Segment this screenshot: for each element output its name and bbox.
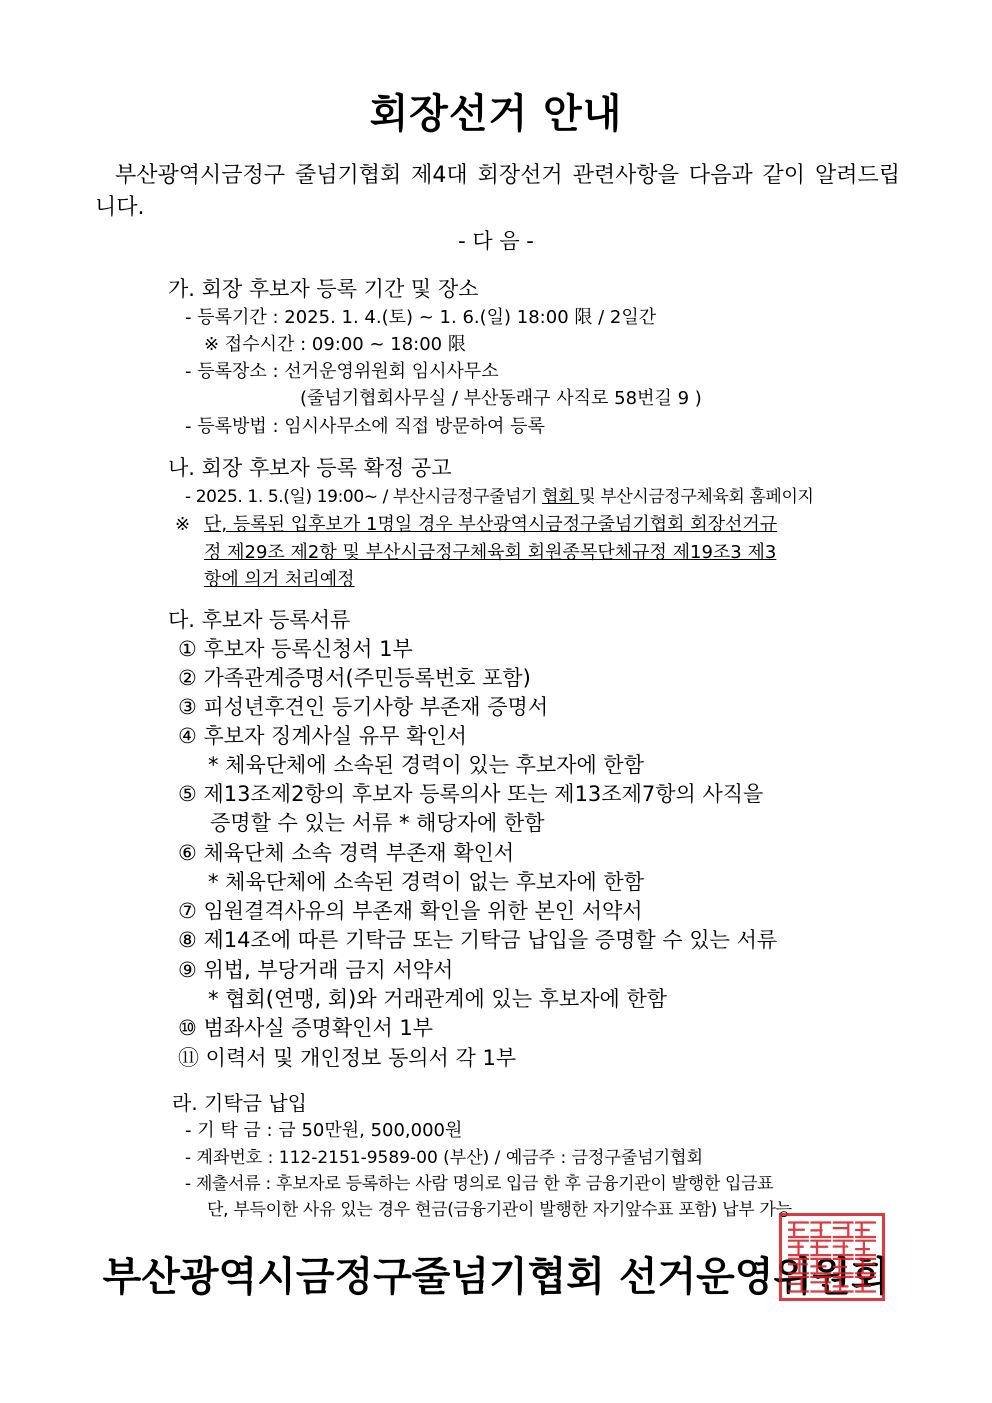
seal-glyph-stroke (834, 1277, 853, 1291)
doc-item: ⑨ 위법, 부당거래 금지 서약서 (178, 958, 454, 982)
notice-part-c: 및 부산시금정구체육회 홈페이지 (579, 487, 814, 507)
notice-part-a: - 2025. 1. 5.(일) 19:00~ / 부산시금정구줄넘기 (185, 487, 543, 507)
seal-glyph-stroke (812, 1223, 831, 1237)
doc-item: ④ 후보자 징계사실 유무 확인서 (178, 724, 467, 748)
seal-glyph-stroke (789, 1223, 808, 1237)
section-ra-heading: 라. 기탁금 납입 (172, 1091, 307, 1115)
doc-item: ⑥ 체육단체 소속 경력 부존재 확인서 (178, 841, 515, 865)
doc-item: ① 후보자 등록신청서 1부 (178, 637, 413, 661)
seal-glyph-stroke (812, 1277, 831, 1291)
note-line-3: 항에 의거 처리예정 (204, 569, 355, 590)
seal-glyph-stroke (856, 1223, 875, 1237)
seal-glyph-stroke (856, 1241, 875, 1255)
submission-docs: - 제출서류 : 후보자로 등록하는 사람 명의로 입금 한 후 금융기관이 발행한 입금표 (185, 1174, 774, 1194)
intro-paragraph: 부산광역시금정구 줄넘기협회 제4대 회장선거 관련사항을 다음과 같이 알려드립니다. (95, 163, 900, 220)
issuer-name: 부산광역시금정구줄넘기협회 선거운영위원회 (102, 1254, 890, 1300)
doc-item-note: * 체육단체에 소속된 경력이 없는 후보자에 한함 (208, 870, 644, 894)
divider-text: - 다 음 - (458, 229, 534, 253)
doc-item: ⑪ 이력서 및 개인정보 동의서 각 1부 (178, 1046, 517, 1070)
doc-item: ⑩ 범좌사실 증명확인서 1부 (178, 1016, 434, 1040)
seal-glyph-stroke (812, 1241, 831, 1255)
doc-item: ⑦ 임원결격사유의 부존재 확인을 위한 본인 서약서 (178, 899, 643, 923)
section-na-heading: 나. 회장 후보자 등록 확정 공고 (168, 456, 452, 480)
registration-place: - 등록장소 : 선거운영위원회 임시사무소 (185, 361, 499, 382)
note-line-1: 단, 등록된 입후보가 1명일 경우 부산광역시금정구줄넘기협회 회장선거규 (204, 514, 778, 535)
doc-item-continued: 증명할 수 있는 서류 * 해당자에 한함 (210, 811, 545, 835)
seal-glyph-stroke (834, 1241, 853, 1255)
seal-glyph-stroke (856, 1277, 875, 1291)
registration-period: - 등록기간 : 2025. 1. 4.(토) ~ 1. 6.(일) 18:00 限 / 2일간 (185, 307, 657, 328)
seal-glyph-stroke (789, 1259, 808, 1273)
section-ga-heading: 가. 회장 후보자 등록 기간 및 장소 (168, 277, 479, 301)
seal-glyph-stroke (834, 1259, 853, 1273)
notice-part-b: 협회 (542, 487, 580, 507)
note-mark: ※ (175, 514, 191, 535)
seal-graphic (782, 1216, 882, 1298)
seal-glyph-stroke (789, 1277, 808, 1291)
doc-item: ⑤ 제13조제2항의 후보자 등록의사 또는 제13조제7항의 사직을 (178, 782, 764, 806)
notice-line (185, 484, 814, 510)
account-number: - 계좌번호 : 112-2151-9589-00 (부산) / 예금주 : 금정구줄넘기협회 (185, 1148, 703, 1168)
doc-item-note: * 체육단체에 소속된 경력이 있는 후보자에 한함 (208, 753, 644, 777)
doc-item: ⑧ 제14조에 따른 기탁금 또는 기탁금 납입을 증명할 수 있는 서류 (178, 928, 778, 952)
deposit-amount: - 기 탁 금 : 금 50만원, 500,000원 (185, 1120, 463, 1141)
document-title: 회장선거 안내 (369, 91, 623, 137)
seal-glyph-stroke (789, 1241, 808, 1255)
doc-item-note: * 협회(연맹, 회)와 거래관계에 있는 후보자에 한함 (208, 987, 668, 1011)
registration-place-detail: (줄넘기협회사무실 / 부산동래구 사직로 58번길 9 ) (300, 388, 702, 409)
section-da-heading: 다. 후보자 등록서류 (168, 608, 351, 632)
registration-method: - 등록방법 : 임시사무소에 직접 방문하여 등록 (185, 416, 545, 437)
doc-item: ② 가족관계증명서(주민등록번호 포함) (178, 666, 531, 690)
submission-docs-note: 단, 부득이한 사유 있는 경우 현금(금융기관이 발행한 자기앞수표 포함) 납부 가능 (207, 1200, 792, 1220)
doc-item: ③ 피성년후견인 등기사항 부존재 증명서 (178, 695, 549, 719)
note-line-2: 정 제29조 제2항 및 부산시금정구체육회 회원종목단체규정 제19조3 제3 (204, 542, 777, 563)
official-seal-stamp (779, 1213, 885, 1301)
reception-hours: ※ 접수시간 : 09:00 ~ 18:00 限 (204, 334, 466, 355)
seal-glyph-stroke (812, 1259, 831, 1273)
seal-glyph-stroke (856, 1259, 875, 1273)
seal-glyph-stroke (834, 1223, 853, 1237)
